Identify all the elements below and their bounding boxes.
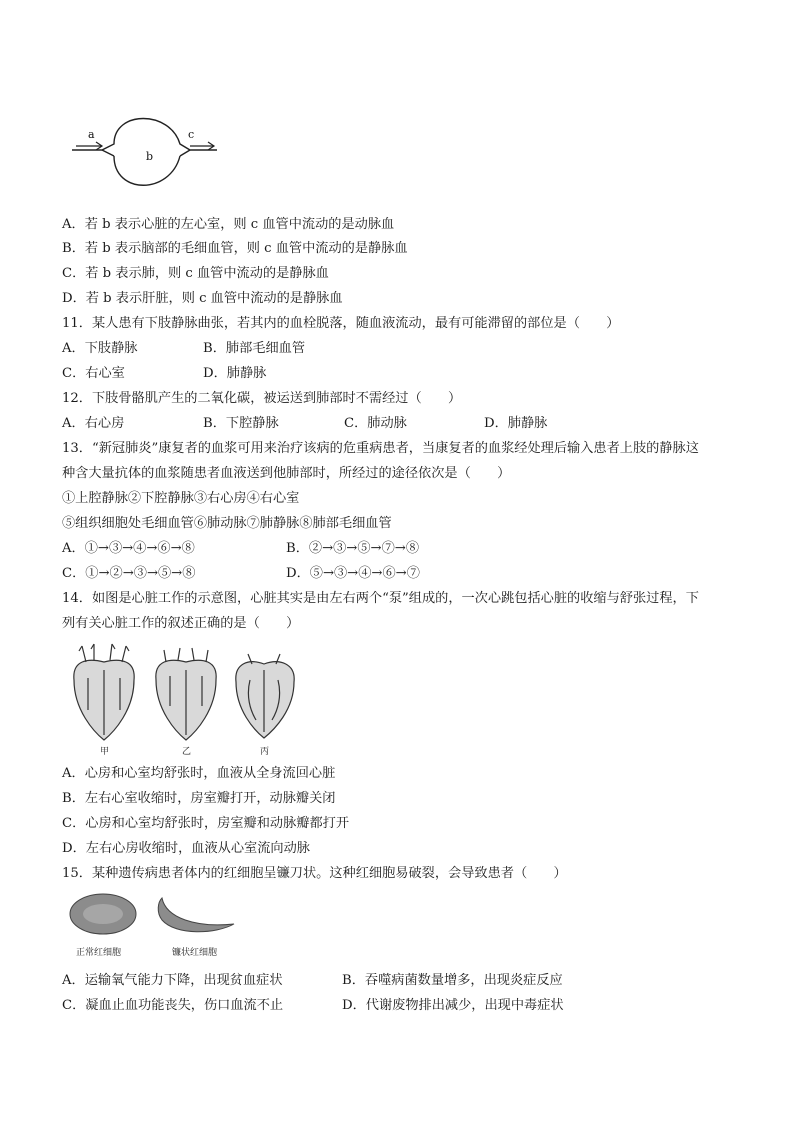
q10-option-a: A．若 b 表示心脏的左心室，则 c 血管中流动的是动脉血 bbox=[62, 217, 395, 232]
q12-option-d: D．肺静脉 bbox=[484, 416, 548, 431]
q13-option-b: B．②→③→⑤→⑦→⑧ bbox=[286, 541, 420, 556]
normal-red-blood-cell bbox=[70, 894, 136, 934]
q12-option-c: C．肺动脉 bbox=[344, 416, 407, 431]
label-a: a bbox=[88, 128, 95, 141]
q13-list-line1: ①上腔静脉②下腔静脉③右心房④右心室 bbox=[62, 491, 300, 506]
q15-option-d: D．代谢废物排出减少，出现中毒症状 bbox=[342, 998, 564, 1013]
q12-option-a: A．右心房 bbox=[62, 416, 125, 431]
q14-stem-line1: 14．如图是心脏工作的示意图，心脏其实是由左右两个“泵”组成的，一次心跳包括心脏的收缩与舒张过程，下 bbox=[62, 591, 699, 606]
heart-jia bbox=[74, 644, 134, 740]
heart-yi bbox=[156, 648, 216, 740]
heart-diagrams bbox=[66, 640, 306, 758]
q13-list-line2: ⑤组织细胞处毛细血管⑥肺动脉⑦肺静脉⑧肺部毛细血管 bbox=[62, 516, 392, 531]
caption-yi: 乙 bbox=[182, 747, 192, 757]
sickle-red-blood-cell bbox=[158, 898, 234, 932]
q11-option-a: A．下肢静脉 bbox=[62, 341, 138, 356]
q12-stem: 12．下肢骨骼肌产生的二氧化碳，被运送到肺部时不需经过（ ） bbox=[62, 391, 462, 406]
q11-stem: 11．某人患有下肢静脉曲张，若其内的血栓脱落，随血液流动，最有可能滞留的部位是（ ） bbox=[62, 316, 620, 331]
q10-option-b: B．若 b 表示脑部的毛细血管，则 c 血管中流动的是静脉血 bbox=[62, 241, 408, 256]
q10-option-d: D．若 b 表示肝脏，则 c 血管中流动的是静脉血 bbox=[62, 291, 343, 306]
q10-option-c: C．若 b 表示肺，则 c 血管中流动的是静脉血 bbox=[62, 266, 329, 281]
q14-option-c: C．心房和心室均舒张时，房室瓣和动脉瓣都打开 bbox=[62, 816, 350, 831]
q11-option-d: D．肺静脉 bbox=[203, 366, 267, 381]
heart-bing bbox=[236, 654, 294, 738]
q15-stem: 15．某种遗传病患者体内的红细胞呈镰刀状。这种红细胞易破裂，会导致患者（ ） bbox=[62, 866, 567, 881]
q11-option-b: B．肺部毛细血管 bbox=[203, 341, 306, 356]
q14-option-d: D．左右心房收缩时，血液从心室流向动脉 bbox=[62, 841, 310, 856]
caption-normal: 正常红细胞 bbox=[76, 948, 122, 958]
q13-stem-line2: 种含大量抗体的血浆随患者血液送到他肺部时，所经过的途径依次是（ ） bbox=[62, 466, 511, 481]
label-b: b bbox=[146, 150, 154, 163]
q14-option-b: B．左右心室收缩时，房室瓣打开，动脉瓣关闭 bbox=[62, 791, 336, 806]
caption-jia: 甲 bbox=[100, 747, 110, 757]
q14-option-a: A．心房和心室均舒张时，血液从全身流回心脏 bbox=[62, 766, 336, 781]
q13-stem-line1: 13．“新冠肺炎”康复者的血浆可用来治疗该病的危重病患者，当康复者的血浆经处理后输入患者上肢的静脉这 bbox=[62, 441, 699, 456]
q15-option-c: C．凝血止血功能丧失，伤口血流不止 bbox=[62, 998, 284, 1013]
q15-option-b: B．吞噬病菌数量增多，出现炎症反应 bbox=[342, 973, 563, 988]
q13-option-c: C．①→②→③→⑤→⑧ bbox=[62, 566, 196, 581]
q14-stem-line2: 列有关心脏工作的叙述正确的是（ ） bbox=[62, 616, 300, 631]
circulation-diagram bbox=[62, 100, 232, 200]
q11-option-c: C．右心室 bbox=[62, 366, 125, 381]
q15-option-a: A．运输氧气能力下降，出现贫血症状 bbox=[62, 973, 283, 988]
label-c: c bbox=[188, 128, 195, 141]
red-blood-cell-figure bbox=[66, 888, 246, 962]
q13-option-a: A．①→③→④→⑥→⑧ bbox=[62, 541, 195, 556]
q12-option-b: B．下腔静脉 bbox=[203, 416, 279, 431]
caption-bing: 丙 bbox=[260, 747, 270, 757]
q13-option-d: D．⑤→③→④→⑥→⑦ bbox=[286, 566, 420, 581]
caption-sickle: 镰状红细胞 bbox=[172, 948, 218, 958]
